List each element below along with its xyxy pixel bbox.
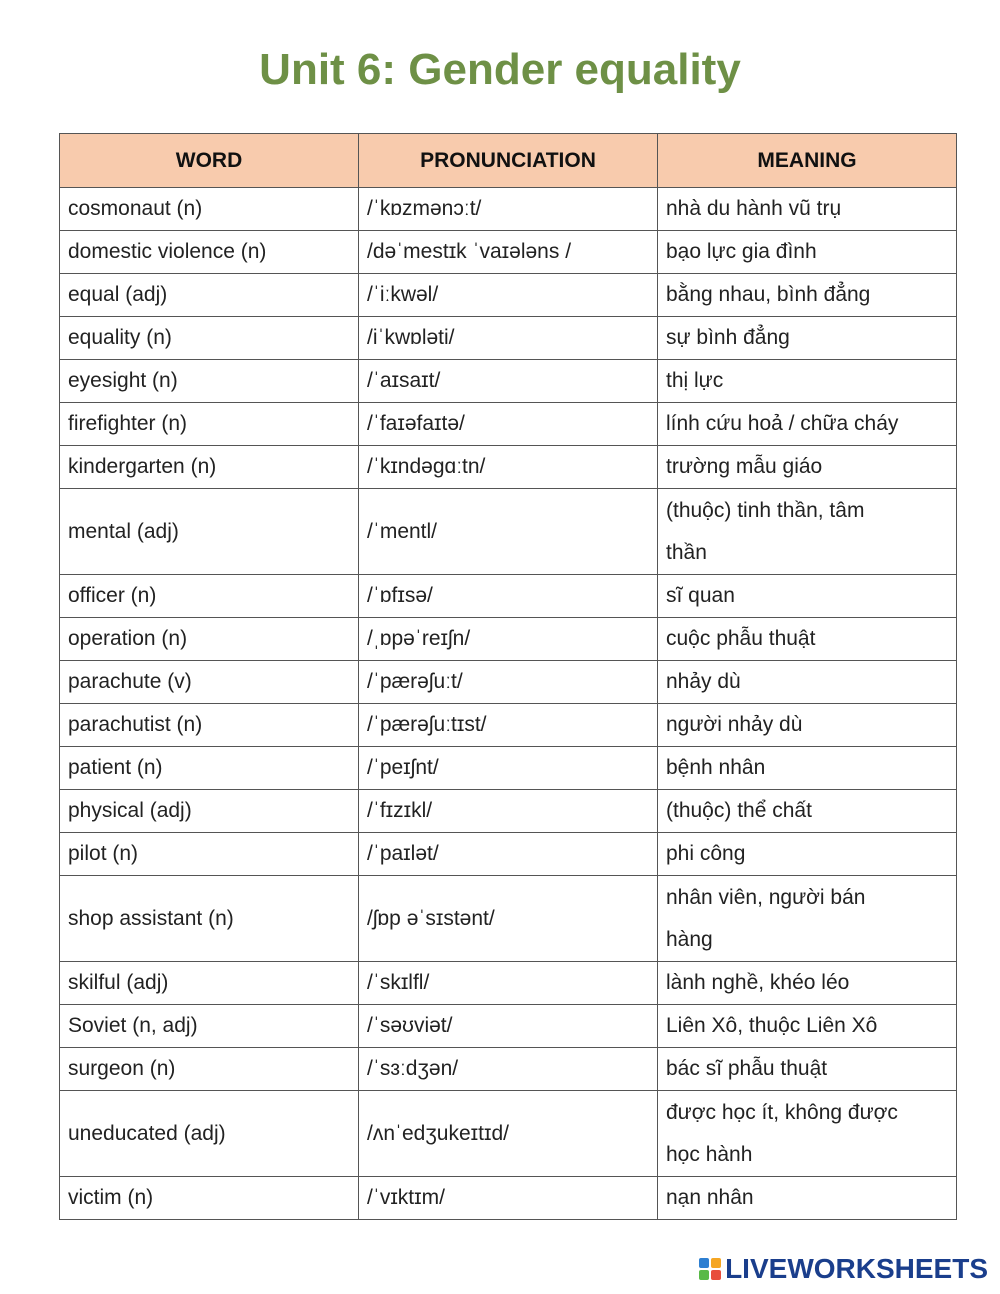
word-cell: firefighter (n) [60,403,359,446]
meaning-line: hàng [666,927,713,951]
word-cell: operation (n) [60,618,359,661]
word-cell: Soviet (n, adj) [60,1005,359,1048]
word-cell: mental (adj) [60,489,359,575]
meaning-line: lành nghề, khéo léo [666,971,850,994]
meaning-line: học hành [666,1142,753,1166]
word-cell: kindergarten (n) [60,446,359,489]
pronunciation-cell: /ˈfaɪəfaɪtə/ [359,403,658,446]
word-cell: cosmonaut (n) [60,188,359,231]
pronunciation-cell: /ˈaɪsaɪt/ [359,360,658,403]
word-cell: skilful (adj) [60,962,359,1005]
meaning-cell [658,1177,957,1220]
table-row [60,317,957,360]
meaning-line: người nhảy dù [666,713,803,736]
logo-square [711,1258,721,1268]
liveworksheets-wordmark: LIVEWORKSHEETS [725,1253,988,1284]
meaning-line: (thuộc) tinh thần, tâm [666,498,865,522]
table-row [60,446,957,489]
meaning-cell [658,446,957,489]
meaning-cell [658,360,957,403]
meaning-cell [658,618,957,661]
table-body [60,188,957,1220]
meaning-line: bệnh nhân [666,756,766,779]
word-cell: eyesight (n) [60,360,359,403]
table-row [60,747,957,790]
pronunciation-cell: /ˈiːkwəl/ [359,274,658,317]
pronunciation-cell: /ˈfɪzɪkl/ [359,790,658,833]
pronunciation-cell: /dəˈmestɪk ˈvaɪələns / [359,231,658,274]
meaning-cell [658,231,957,274]
meaning-line: sĩ quan [666,584,735,607]
meaning-line: thần [666,540,707,564]
liveworksheets-logo-icon [699,1258,721,1280]
pronunciation-cell: /iˈkwɒləti/ [359,317,658,360]
meaning-line: nhảy dù [666,670,741,693]
pronunciation-cell: /ˈɒfɪsə/ [359,575,658,618]
pronunciation-cell: /ˈpærəʃuːtɪst/ [359,704,658,747]
pronunciation-cell: /ˈpeɪʃnt/ [359,747,658,790]
word-cell: officer (n) [60,575,359,618]
word-cell: parachutist (n) [60,704,359,747]
pronunciation-cell: /ˈkɪndəɡɑːtn/ [359,446,658,489]
vocabulary-table [59,133,957,1220]
meaning-line: nạn nhân [666,1186,754,1209]
pronunciation-cell: /ˈpaɪlət/ [359,833,658,876]
table-row [60,790,957,833]
table-row [60,489,957,575]
table-row [60,1177,957,1220]
table-row [60,274,957,317]
word-cell: shop assistant (n) [60,876,359,962]
word-cell: physical (adj) [60,790,359,833]
word-cell: uneducated (adj) [60,1091,359,1177]
pronunciation-cell: /ʌnˈedʒukeɪtɪd/ [359,1091,658,1177]
meaning-line: bằng nhau, bình đẳng [666,283,871,306]
meaning-cell [658,274,957,317]
table-row [60,704,957,747]
table-row [60,231,957,274]
pronunciation-cell: /ˈpærəʃuːt/ [359,661,658,704]
table-row [60,618,957,661]
word-cell: pilot (n) [60,833,359,876]
logo-square [711,1270,721,1280]
meaning-cell [658,188,957,231]
meaning-cell [658,661,957,704]
meaning-line: được học ít, không được [666,1100,898,1124]
meaning-line: bác sĩ phẫu thuật [666,1057,828,1080]
logo-square [699,1258,709,1268]
pronunciation-cell: /ˌɒpəˈreɪʃn/ [359,618,658,661]
pronunciation-cell: /ˈkɒzmənɔːt/ [359,188,658,231]
table-row [60,876,957,962]
meaning-line: nhà du hành vũ trụ [666,197,842,220]
table-row [60,403,957,446]
logo-square [699,1270,709,1280]
pronunciation-cell: /ʃɒp əˈsɪstənt/ [359,876,658,962]
table-row [60,360,957,403]
table-row [60,1091,957,1177]
meaning-cell [658,747,957,790]
table-header-row [60,134,957,188]
meaning-cell [658,876,957,962]
word-cell: surgeon (n) [60,1048,359,1091]
meaning-cell [658,575,957,618]
meaning-line: sự bình đẳng [666,326,790,349]
meaning-line: cuộc phẫu thuật [666,627,816,650]
table-row [60,575,957,618]
page-title: Unit 6: Gender equality [259,45,741,94]
meaning-cell [658,317,957,360]
meaning-cell [658,1005,957,1048]
pronunciation-cell: /ˈvɪktɪm/ [359,1177,658,1220]
meaning-cell [658,1048,957,1091]
meaning-cell [658,403,957,446]
table-row [60,833,957,876]
meaning-line: trường mẫu giáo [666,455,823,478]
word-cell: parachute (v) [60,661,359,704]
meaning-line: Liên Xô, thuộc Liên Xô [666,1014,878,1037]
header-meaning: MEANING [658,134,957,188]
meaning-cell [658,1091,957,1177]
header-word: WORD [60,134,359,188]
meaning-line: nhân viên, người bán [666,885,866,909]
pronunciation-cell: /ˈsəʊviət/ [359,1005,658,1048]
word-cell: victim (n) [60,1177,359,1220]
meaning-cell [658,833,957,876]
pronunciation-cell: /ˈmentl/ [359,489,658,575]
meaning-cell [658,790,957,833]
pronunciation-cell: /ˈskɪlfl/ [359,962,658,1005]
header-pronunciation: PRONUNCIATION [359,134,658,188]
word-cell: domestic violence (n) [60,231,359,274]
word-cell: equality (n) [60,317,359,360]
word-cell: patient (n) [60,747,359,790]
meaning-line: (thuộc) thể chất [666,799,812,822]
word-cell: equal (adj) [60,274,359,317]
meaning-cell [658,704,957,747]
table-row [60,1048,957,1091]
table-row [60,661,957,704]
meaning-line: lính cứu hoả / chữa cháy [666,412,899,435]
liveworksheets-brand [699,1253,988,1285]
table-row [60,962,957,1005]
pronunciation-cell: /ˈsɜːdʒən/ [359,1048,658,1091]
table-row [60,1005,957,1048]
meaning-line: thị lực [666,369,724,392]
meaning-line: phi công [666,842,746,865]
table-row [60,188,957,231]
meaning-cell [658,489,957,575]
meaning-cell [658,962,957,1005]
meaning-line: bạo lực gia đình [666,240,817,263]
